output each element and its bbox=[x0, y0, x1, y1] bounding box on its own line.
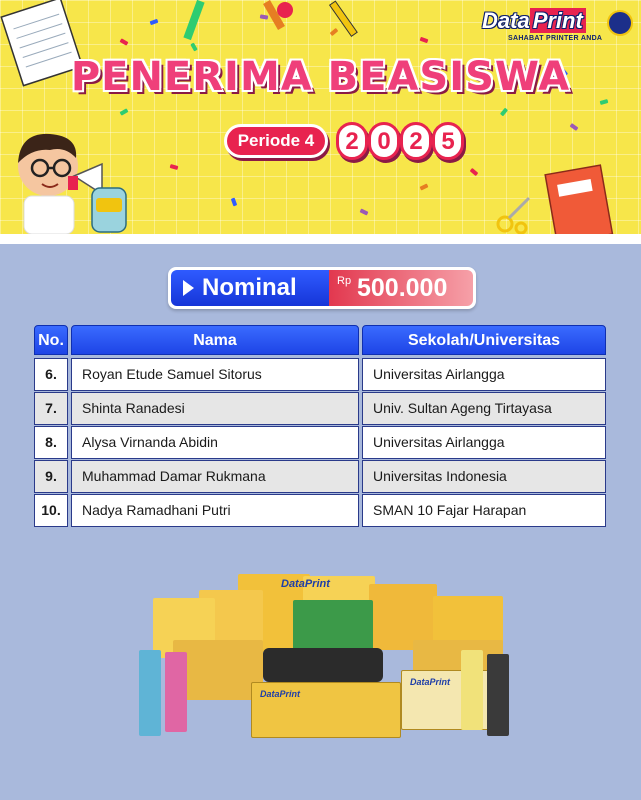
table-cell-school: Universitas Airlangga bbox=[362, 426, 606, 459]
nominal-currency: Rp bbox=[337, 275, 352, 287]
header-banner bbox=[0, 0, 641, 234]
nominal-value-box bbox=[329, 270, 473, 306]
product-collage-image bbox=[133, 570, 513, 742]
ink-bottle bbox=[461, 650, 483, 730]
table-cell-no: 8. bbox=[34, 426, 68, 459]
year-digit: 2 bbox=[400, 122, 432, 160]
scissors-illustration bbox=[495, 196, 535, 234]
table-cell-school: SMAN 10 Fajar Harapan bbox=[362, 494, 606, 527]
award-badge-icon bbox=[607, 10, 633, 36]
toner-box bbox=[251, 682, 401, 738]
confetti bbox=[420, 37, 429, 43]
table-cell-school: Universitas Airlangga bbox=[362, 358, 606, 391]
logo-word-print: Print bbox=[530, 8, 586, 33]
confetti bbox=[420, 183, 429, 190]
table-cell-name: Shinta Ranadesi bbox=[71, 392, 359, 425]
ink-bottle bbox=[139, 650, 161, 736]
column-header-no: No. bbox=[34, 325, 68, 355]
nominal-label: Nominal bbox=[202, 274, 297, 301]
column-header-school: Sekolah/Universitas bbox=[362, 325, 606, 355]
nominal-banner bbox=[168, 267, 476, 309]
ink-bottle bbox=[165, 652, 187, 732]
nominal-label-box bbox=[171, 270, 329, 306]
logo-wordmark bbox=[482, 8, 586, 34]
confetti bbox=[360, 208, 369, 215]
period-badge: Periode 4 bbox=[224, 124, 328, 158]
box-brand-label: DataPrint bbox=[260, 689, 301, 699]
table-cell-name: Alysa Virnanda Abidin bbox=[71, 426, 359, 459]
confetti bbox=[500, 108, 508, 117]
table-cell-no: 10. bbox=[34, 494, 68, 527]
confetti bbox=[231, 198, 237, 207]
year-digit: 0 bbox=[368, 122, 400, 160]
page-title: PENERIMA BEASISWA bbox=[70, 54, 571, 100]
column-header-name: Nama bbox=[71, 325, 359, 355]
confetti bbox=[120, 38, 129, 45]
table-cell-name: Royan Etude Samuel Sitorus bbox=[71, 358, 359, 391]
confetti bbox=[120, 108, 129, 115]
table-cell-school: Univ. Sultan Ageng Tirtayasa bbox=[362, 392, 606, 425]
confetti bbox=[150, 19, 159, 25]
table-cell-school: Universitas Indonesia bbox=[362, 460, 606, 493]
ink-box bbox=[401, 670, 501, 730]
confetti bbox=[570, 123, 579, 131]
year-digit: 5 bbox=[432, 122, 464, 160]
red-notebook-illustration bbox=[530, 160, 620, 234]
student-character-illustration bbox=[10, 128, 130, 234]
table-cell-name: Muhammad Damar Rukmana bbox=[71, 460, 359, 493]
collage-brand-label: DataPrint bbox=[281, 578, 330, 590]
pencils-illustration bbox=[180, 0, 380, 45]
ink-bottle bbox=[487, 654, 509, 736]
table-cell-name: Nadya Ramadhani Putri bbox=[71, 494, 359, 527]
table-cell-no: 6. bbox=[34, 358, 68, 391]
confetti bbox=[470, 168, 479, 176]
toner-cartridge bbox=[263, 648, 383, 682]
play-arrow-icon bbox=[183, 280, 194, 296]
nominal-value: 500.000 bbox=[357, 274, 448, 302]
confetti bbox=[170, 164, 179, 170]
box-brand-label: DataPrint bbox=[410, 677, 451, 687]
dataprint-logo bbox=[478, 8, 638, 50]
logo-word-data: Data bbox=[482, 8, 530, 33]
table-cell-no: 9. bbox=[34, 460, 68, 493]
banner-divider bbox=[0, 234, 641, 244]
logo-tagline: SAHABAT PRINTER ANDA bbox=[508, 35, 603, 42]
year-digit: 2 bbox=[336, 122, 368, 160]
table-cell-no: 7. bbox=[34, 392, 68, 425]
